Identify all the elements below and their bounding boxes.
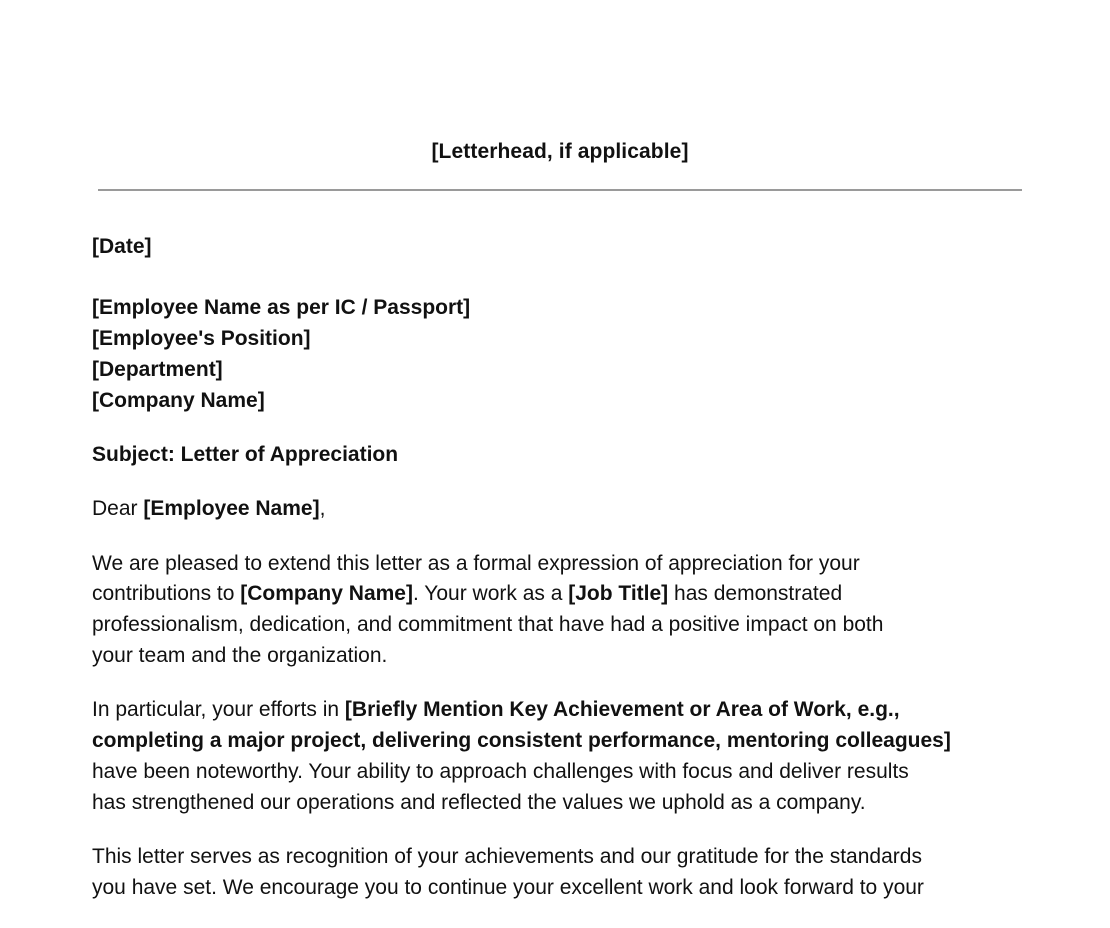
letterhead: [Letterhead, if applicable] — [431, 140, 689, 163]
letter-body — [92, 232, 1032, 928]
recipient-block — [92, 293, 1032, 416]
achievement-placeholder: [Briefly Mention Key Achievement or Area of Work, e.g., — [344, 698, 900, 722]
recipient-department: [Department] — [92, 357, 223, 381]
paragraph2-line4: has strengthened our operations and reflected the values we uphold as a company. — [92, 790, 866, 814]
paragraph-appreciation — [92, 549, 1032, 672]
recipient-position: [Employee's Position] — [92, 327, 311, 351]
paragraph1-line4: your team and the organization. — [92, 643, 388, 667]
paragraph2-line3: have been noteworthy. Your ability to approach challenges with focus and deliver results — [92, 759, 909, 783]
paragraph1-text: contributions to — [92, 582, 241, 606]
date-field: [Date] — [92, 235, 152, 258]
paragraph1-text: has demonstrated — [668, 582, 843, 606]
achievement-placeholder-cont: completing a major project, delivering consistent performance, mentoring colleagues] — [92, 729, 951, 753]
paragraph1-line2 — [92, 579, 1032, 610]
recipient-company: [Company Name] — [92, 388, 265, 412]
paragraph1-text: . Your work as a — [412, 582, 569, 606]
company-name-placeholder: [Company Name] — [240, 582, 413, 606]
salutation-prefix: Dear — [92, 496, 144, 520]
paragraph2-text: In particular, your efforts in — [92, 698, 345, 722]
salutation-name: [Employee Name] — [143, 496, 320, 520]
recipient-name: [Employee Name as per IC / Passport] — [92, 296, 471, 320]
salutation — [92, 494, 1032, 525]
paragraph3-line1: This letter serves as recognition of your achievements and our gratitude for the standards — [92, 845, 922, 869]
letterhead-divider — [98, 189, 1022, 191]
paragraph1-line1: We are pleased to extend this letter as a formal expression of appreciation for your — [92, 551, 860, 575]
paragraph3-line2: you have set. We encourage you to continue your excellent work and look forward to your — [92, 875, 924, 899]
paragraph1-line3: professionalism, dedication, and commitment that have had a positive impact on both — [92, 613, 884, 637]
subject-line: Subject: Letter of Appreciation — [92, 443, 399, 467]
paragraph2-line1 — [92, 695, 1032, 726]
salutation-suffix: , — [319, 496, 326, 520]
job-title-placeholder: [Job Title] — [568, 582, 669, 606]
paragraph-recognition — [92, 842, 1032, 903]
paragraph-achievement — [92, 695, 1032, 818]
